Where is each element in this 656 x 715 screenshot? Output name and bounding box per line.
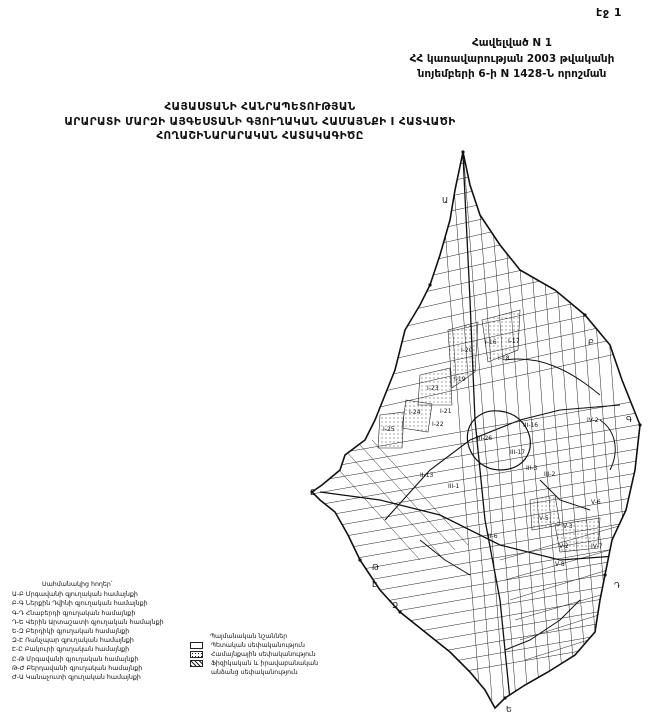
plot-label: V-6 — [591, 499, 601, 506]
plot-label: V-2 — [559, 543, 569, 550]
direction-label: Ե — [506, 705, 512, 714]
boundary-legend-item: Թ-Ժ Բերդավանի գյուղական համայնքի — [12, 664, 143, 672]
annex-line-3: նոյեմբերի 6-ի N 1428-Ն որոշման — [417, 68, 607, 80]
plot-label: III-26 — [477, 435, 493, 442]
plot-label: I-23 — [427, 385, 439, 392]
plot-label: I-25 — [383, 426, 395, 433]
symbol-legend-item — [190, 659, 390, 668]
boundary-legend — [12, 580, 212, 682]
plot-label: V-5 — [539, 515, 549, 522]
plot-label: I-19 — [454, 376, 466, 383]
annex-line-2: ՀՀ կառավարության 2003 թվականի — [409, 52, 615, 65]
title-line-1: ՀԱՅԱՍՏԱՆԻ ՀԱՆՐԱՊԵՏՈՒԹՅԱՆ — [164, 101, 356, 113]
direction-label: Ը — [310, 488, 316, 497]
symbol-legend-item — [190, 641, 390, 650]
boundary-legend-item: Դ-Ե Վերին Արտաշատի գյուղական համայնքի — [12, 618, 164, 626]
plot-label: III-17 — [510, 449, 526, 456]
direction-label: Բ — [588, 338, 594, 347]
community-property-swatch — [190, 651, 203, 658]
boundary-legend-item: Բ-Գ Ներքին Դվինի գյուղական համայնքի — [12, 600, 148, 608]
symbol-legend-label: Ֆիզիկական և իրավաբանական — [211, 660, 319, 667]
boundary-legend-item: Է-Ը Բակուրի գյուղական համայնքի — [12, 646, 130, 654]
title-line-3: ՀՈՂԱՇԻՆԱՐԱՐԱԿԱՆ ՀԱՏԱԿԱԳԻԾԸ — [156, 130, 364, 142]
symbol-legend-item — [190, 668, 390, 677]
plot-label: I-16 — [485, 339, 497, 346]
plot-label: V-8 — [555, 561, 565, 568]
plot-label: III-16 — [523, 422, 539, 429]
plot-label: II-13 — [420, 472, 434, 479]
plot-label: III-3 — [526, 465, 538, 472]
page-number: էջ 1 — [596, 6, 622, 19]
plot-label: I-24 — [409, 409, 421, 416]
plot-label: I-21 — [440, 408, 452, 415]
annex-line-1: Հավելված N 1 — [471, 37, 553, 49]
boundary-legend-item: Զ-Է Ռանչպար գյուղական համայնքի — [12, 637, 134, 645]
boundary-legend-item: Գ-Դ Հնաբերդի գյուղական համայնքի — [12, 609, 136, 617]
direction-label: Թ — [372, 563, 379, 572]
plot-label: III-2 — [544, 471, 556, 478]
symbol-legend-label: Պետական սեփականություն — [211, 642, 305, 649]
plot-label: I-20 — [461, 347, 473, 354]
plot-label: IV-7 — [591, 543, 603, 550]
direction-label: Է — [372, 580, 378, 589]
plot-label: II-6 — [488, 533, 498, 540]
symbol-legend — [190, 632, 390, 677]
title-line-2: ԱՐԱՐԱՏԻ ՄԱՐԶԻ ԱՅԳԵՍՏԱՆԻ ԳՅՈՒՂԱԿԱՆ ՀԱՄԱՅՆՔԻ I ՀԱՏՎԱԾԻ — [64, 115, 456, 128]
plot-label: V-3 — [563, 523, 573, 530]
symbol-legend-heading: Պայմանական նշաններ — [210, 633, 288, 640]
direction-label: Դ — [614, 581, 621, 590]
plot-label: IV-2 — [587, 417, 599, 424]
boundary-legend-heading: Սահմանակից հողեր՝ — [42, 581, 113, 588]
plot-label: I-18 — [498, 355, 510, 362]
symbol-legend-label: անձանց սեփականություն — [211, 669, 298, 676]
boundary-legend-item: Ա-Բ Մրգավանի գյուղական համայնքի — [12, 591, 138, 599]
plot-label: I-17 — [508, 338, 520, 345]
territory-fill — [300, 110, 656, 715]
plot-label: III-1 — [448, 483, 460, 490]
direction-label: Ա — [442, 196, 449, 205]
plot-label: I-22 — [432, 421, 444, 428]
boundary-legend-item: Ե-Զ Բերդիկի գյուղական համայնքի — [12, 628, 130, 636]
state-property-swatch — [190, 642, 203, 649]
symbol-legend-label: Համայնքային սեփականություն — [211, 651, 316, 658]
boundary-legend-item: Ժ-Ա Կանաչուտի գյուղական համայնքի — [12, 674, 141, 682]
boundary-legend-item: Ը-Թ Մրգավանի գյուղական համայնքի — [12, 655, 139, 663]
private-property-swatch — [190, 660, 203, 667]
symbol-legend-item — [190, 650, 390, 659]
direction-label: Զ — [392, 601, 399, 610]
direction-label: Գ — [626, 415, 633, 424]
